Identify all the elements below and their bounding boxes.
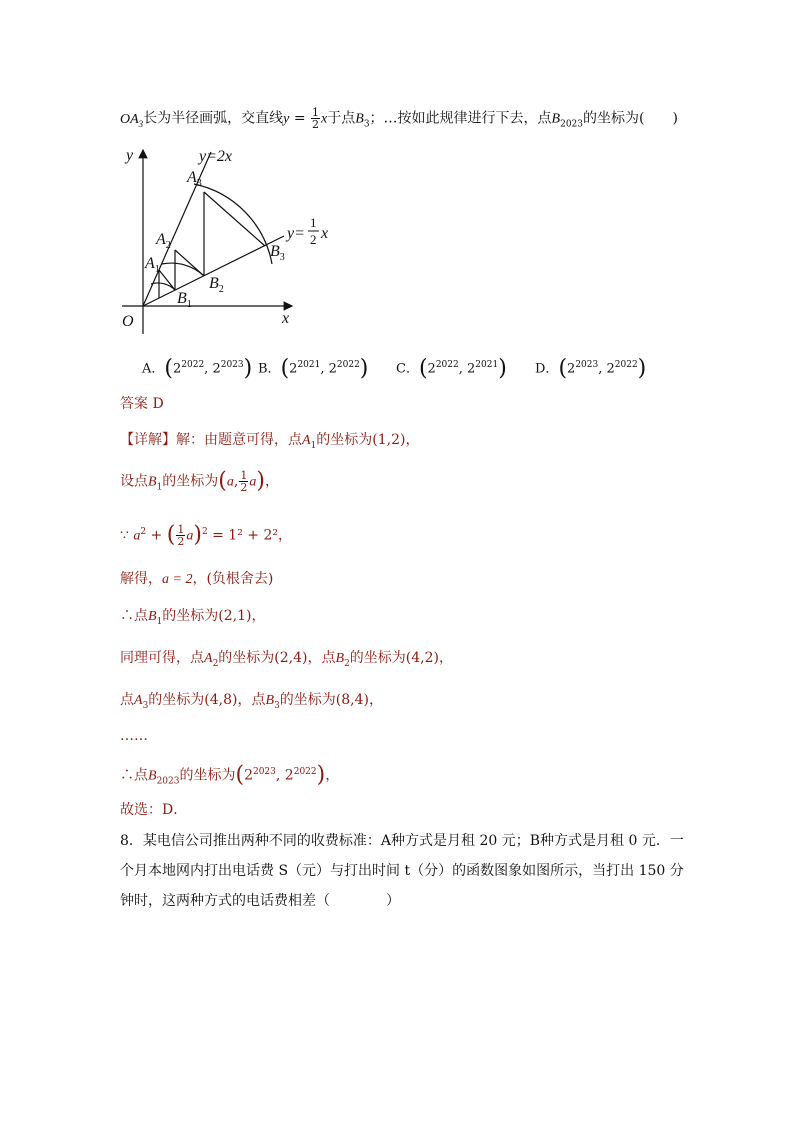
svg-text:x: x [321, 225, 329, 242]
fraction-half: $\frac{1}{2}$ [312, 106, 320, 131]
arc-3 [194, 184, 272, 264]
solution-line-8: …… [120, 728, 148, 744]
point-b3: $B_3$ [270, 243, 285, 263]
solution-line-4: 解得，a = 2，(负根舍去) [120, 571, 274, 587]
point-a3: $A_3$ [187, 169, 202, 189]
solution-line-6: 同理可得，点$A_2$的坐标为(2,4)，点$B_2$的坐标为(4,2)， [120, 650, 453, 669]
solution-line-3: ∵ $a^2$ + ( $\frac{1}{2}$ a)$^2$ = 1² + 2²， [120, 522, 292, 549]
svg-text:1: 1 [310, 215, 317, 230]
svg-text:2: 2 [310, 232, 317, 247]
point-b2: $B_2$ [209, 275, 224, 295]
line2-label: y= [287, 225, 305, 242]
solution-line-9: ∴点$B_{2023}$的坐标为($2^{2023}$, $2^{2022}$)， [120, 762, 340, 788]
question-8-line-3: 钟时，这两种方式的电话费相差（ ） [120, 893, 400, 909]
origin-label: O [122, 313, 134, 330]
option-a[interactable]: A．($2^{2022}$, $2^{2023}$) [142, 355, 253, 381]
point-a2: $A_2$ [156, 231, 171, 251]
answer-line: 答案 D [120, 396, 164, 412]
point-b1: $B_1$ [177, 290, 192, 310]
solution-line-7: 点$A_3$的坐标为(4,8)，点$B_3$的坐标为(8,4)， [120, 692, 383, 711]
option-d[interactable]: D．($2^{2023}$, $2^{2022}$) [535, 355, 647, 381]
solution-line-2: 设点$B_1$的坐标为(a, $\frac{1}{2}$ a)， [120, 468, 279, 494]
arc-1 [151, 283, 175, 290]
segment-oa3: $OA_3$ [120, 111, 144, 129]
geometry-figure [112, 140, 342, 340]
x-axis-label: x [282, 310, 290, 327]
y-axis-label: y [126, 147, 134, 164]
solution-line-1: 【详解】解：由题意可得，点$A_1$的坐标为(1,2)， [120, 432, 420, 451]
option-c[interactable]: C．($2^{2022}$, $2^{2021}$) [396, 355, 507, 381]
point-a1: $A_1$ [145, 255, 160, 275]
option-b[interactable]: B．($2^{2021}$, $2^{2022}$) [258, 355, 369, 381]
line1-label: y=2x [199, 148, 232, 165]
question-line: $OA_3$长为半径画弧，交直线y = $\frac{1}{2}$ x于点$B_3$；…按如此规律进行下去，点$B_{2023}$的坐标为( ) [120, 106, 678, 131]
question-8-line-2: 个月本地网内打出电话费 S（元）与打出时间 t（分）的函数图象如图所示，当打出 150 分 [120, 863, 684, 879]
solution-line-10: 故选：D． [120, 802, 188, 818]
question-8-line-1: 8．某电信公司推出两种不同的收费标准：A种方式是月租 20 元；B种方式是月租 0 元．一 [120, 833, 684, 849]
solution-line-5: ∴点$B_1$的坐标为(2,1)， [120, 608, 266, 627]
